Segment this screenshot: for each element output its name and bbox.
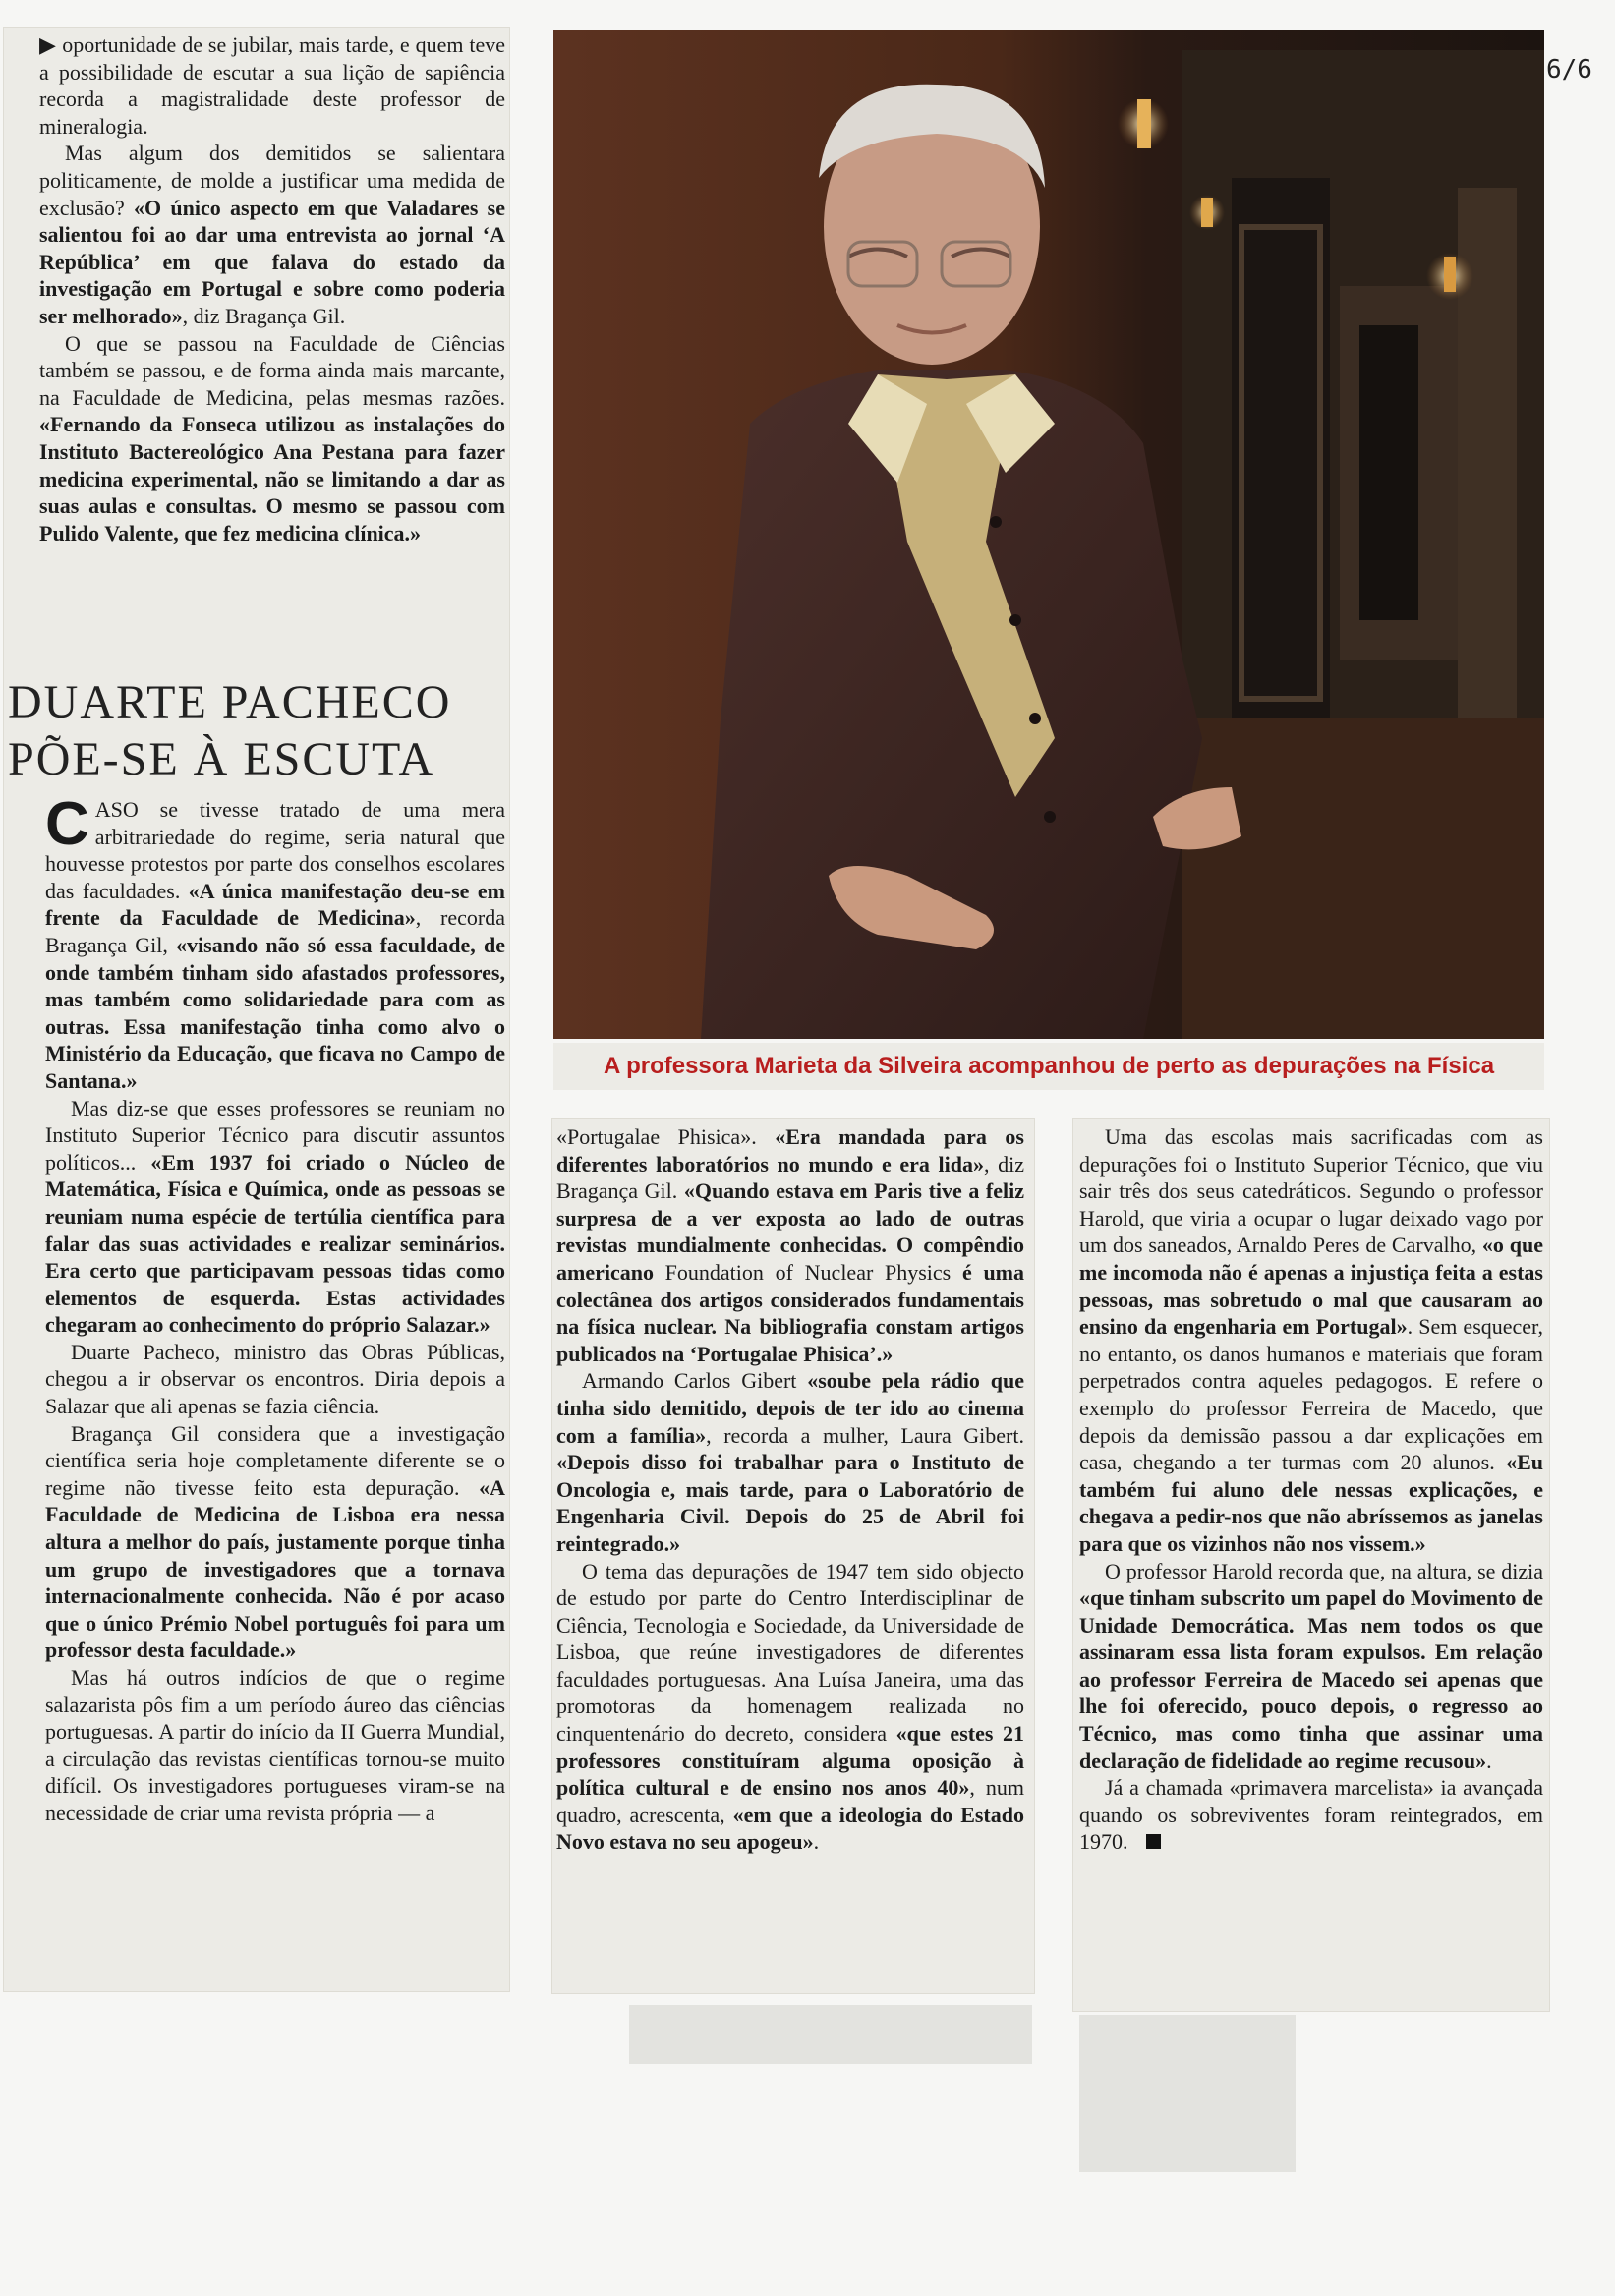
text-run: Mas diz-se que esses professores se reuniam no Instituto Superior Técnico para discutir assuntos políticos... bbox=[45, 1095, 505, 1175]
quote-run: «que tinham subscrito um papel do Movimento de Unidade Democrática. Mas nem todos os que assinaram essa lista foram expulsos. Em relação ao professor Ferreira de Macedo sei apenas que lhe foi oferecido, pouco depois, o regresso ao Técnico, mas como tinha que assinar uma declaração de fidelidade ao regime recusou» bbox=[1079, 1585, 1543, 1773]
paragraph bbox=[1079, 1558, 1543, 1775]
page-number: 6/6 bbox=[1546, 55, 1592, 85]
quote-run: «Depois disso foi trabalhar para o Instituto de Oncologia e, mais tarde, para o Laboratório de Engenharia Civil. Depois do 25 de Abril foi reintegrado.» bbox=[556, 1450, 1024, 1556]
end-of-article-mark bbox=[1146, 1834, 1161, 1849]
text-run: «Portugalae Phisica». bbox=[556, 1124, 776, 1149]
quote-run: «A única manifestação deu-se em frente da Faculdade de Medicina» bbox=[45, 878, 505, 931]
quote-run: «Em 1937 foi criado o Núcleo de Matemática, Física e Química, onde as pessoas se reuniam numa espécie de tertúlia científica para falar das suas actividades e realizar seminários. Era certo que participavam pessoas tidas como elementos de esquerda. Estas actividades chegaram ao conhecimento do próprio Salazar.» bbox=[45, 1149, 505, 1338]
text-run: , diz Bragança Gil. bbox=[182, 303, 346, 328]
text-run: Foundation of Nuclear Physics bbox=[653, 1259, 962, 1285]
paragraph bbox=[39, 140, 505, 329]
paragraph bbox=[556, 1123, 1024, 1367]
text-run: ASO se tivesse tratado de uma mera arbitrariedade do regime, seria natural que houvesse protestos por parte dos conselhos escolares das faculdades. bbox=[45, 797, 505, 903]
quote-run: «que estes 21 professores constituíram alguma oposição à política cultural e de ensino nos anos 40» bbox=[556, 1721, 1025, 1801]
text-run: Bragança Gil considera que a investigação científica seria hoje completamente diferente se o regime não tivesse feito esta depuração. bbox=[45, 1420, 505, 1500]
drop-cap: C bbox=[45, 790, 89, 858]
scan-shadow bbox=[629, 2005, 1032, 2064]
text-run: , recorda Bragança Gil, bbox=[45, 905, 505, 957]
paragraph bbox=[39, 31, 505, 140]
quote-run: «soube pela rádio que tinha sido demitido, depois de ter ido ao cinema com a família» bbox=[556, 1368, 1024, 1448]
text-run: , num quadro, acrescenta, bbox=[556, 1775, 1024, 1827]
quote-run: «Fernando da Fonseca utilizou as instalações do Instituto Bactereológico Ana Pestana para fazer medicina experimental, não se limitando a dar as suas aulas e consultas. O mesmo se passou com Pulido Valente, que fez medicina clínica.» bbox=[39, 412, 505, 545]
column-2 bbox=[556, 1123, 1024, 1856]
text-run: O tema das depurações de 1947 tem sido objecto de estudo por parte do Centro Interdisciplinar de Ciência, Tecnologia e Sociedade, da Universidade de Lisboa, que reúne investigadores de diferentes faculdades portuguesas. Ana Luísa Janeira, uma das promotoras da homenagem realizada no cinquentenário do decreto, considera bbox=[556, 1558, 1024, 1747]
scan-shadow bbox=[1079, 2015, 1296, 2172]
text-run: O que se passou na Faculdade de Ciências também se passou, e de forma ainda mais marcante, na Faculdade de Medicina, pelas mesmas razões. bbox=[39, 330, 505, 410]
text-run: . bbox=[813, 1829, 820, 1855]
paragraph bbox=[556, 1558, 1024, 1857]
paragraph: Mas há outros indícios de que o regime salazarista pôs fim a um período áureo das ciências portuguesas. A partir do início da II Guerra Mundial, a circulação das revistas científicas tornou-se muito difícil. Os investigadores portugueses viram-se na necessidade de criar uma revista própria — a bbox=[45, 1665, 505, 1825]
paragraph bbox=[1079, 1123, 1543, 1558]
paragraph bbox=[45, 1420, 505, 1664]
paragraph bbox=[1079, 1774, 1543, 1856]
quote-run: «Era mandada para os diferentes laboratórios no mundo e era lida» bbox=[556, 1124, 1024, 1177]
quote-run: «visando não só essa faculdade, de onde também tinham sido afastados professores, mas também como solidariedade para com as outras. Essa manifestação tinha como alvo o Ministério da Educação, que ficava no Campo de Santana.» bbox=[45, 932, 505, 1093]
quote-run: «A Faculdade de Medicina de Lisboa era nessa altura a melhor do país, justamente porque tinha um grupo de investigadores que a tornava internacionalmente conhecida. Não é por acaso que o único Prémio Nobel português foi para um professor desta faculdade.» bbox=[45, 1474, 505, 1663]
column-1-bottom bbox=[45, 790, 505, 1827]
continuation-marker: ▶ bbox=[39, 32, 63, 57]
paragraph bbox=[556, 1367, 1024, 1557]
paragraph bbox=[45, 1095, 505, 1339]
paragraph bbox=[45, 790, 505, 1095]
quote-run: «o que me incomoda não é apenas a injustiça feita a estas pessoas, mas sobretudo o mal que causaram ao ensino da engenharia em Portugal» bbox=[1079, 1233, 1543, 1340]
text-run: , diz Bragança Gil. bbox=[556, 1151, 1024, 1204]
quote-run: «em que a ideologia do Estado Novo estava no seu apogeu» bbox=[556, 1802, 1024, 1855]
text-run: Armando Carlos Gibert bbox=[582, 1368, 808, 1394]
text-run: O professor Harold recorda que, na altura, se dizia bbox=[1105, 1558, 1543, 1583]
column-1-top bbox=[39, 31, 505, 546]
quote-run: «Eu também fui aluno dele nessas explicações, e chegava a pedir-nos que não abríssemos as janelas para que os vizinhos não nos vissem.» bbox=[1079, 1450, 1543, 1556]
column-3 bbox=[1079, 1123, 1543, 1856]
section-headline: DUARTE PACHECO PÕE-SE À ESCUTA bbox=[8, 676, 452, 785]
quote-run: «Quando estava em Paris tive a feliz surpresa de a ver exposta ao lado de outras revistas mundialmente conhecidas. O compêndio americano bbox=[556, 1178, 1024, 1285]
portrait-illustration bbox=[553, 30, 1544, 1039]
text-run: , recorda a mulher, Laura Gibert. bbox=[706, 1422, 1024, 1448]
text-run: . Sem esquecer, no entanto, os danos humanos e materiais que foram perpetrados contra aqueles pedagogos. E refere o exemplo do professor Ferreira de Macedo, que depois da demissão passou a dar explicações em casa, chegando a ter turmas com 20 alunos. bbox=[1079, 1314, 1543, 1475]
text-run: Uma das escolas mais sacrificadas com as depurações foi o Instituto Superior Técnico, que viu sair três dos seus catedráticos. Segundo o professor Harold, que viria a ocupar o lugar deixado vago por um dos saneados, Arnaldo Peres de Carvalho, bbox=[1079, 1124, 1543, 1258]
paragraph bbox=[39, 330, 505, 547]
paragraph-text: oportunidade de se jubilar, mais tarde, e quem teve a possibilidade de escutar a sua lição de sapiência recorda a magistralidade deste professor de mineralogia. bbox=[39, 32, 505, 139]
quote-run: é uma colectânea dos artigos considerados fundamentais na física nuclear. Na bibliografia constam artigos publicados na ‘Portugalae Phisica’.» bbox=[556, 1259, 1025, 1366]
quote-run: «O único aspecto em que Valadares se salientou foi ao dar uma entrevista ao jornal ‘A República’ em que falava do estado da investigação em Portugal e sobre como poderia ser melhorado» bbox=[39, 195, 506, 328]
portrait-photo bbox=[553, 30, 1544, 1039]
paragraph: Duarte Pacheco, ministro das Obras Públicas, chegou a ir observar os encontros. Diria depois a Salazar que ali apenas se fazia ciência. bbox=[45, 1339, 505, 1419]
text-run: Já a chamada «primavera marcelista» ia avançada quando os sobreviventes foram reintegrados, em 1970. bbox=[1079, 1775, 1543, 1855]
text-run: . bbox=[1486, 1748, 1492, 1773]
text-run: Mas algum dos demitidos se salientara politicamente, de molde a justificar uma medida de exclusão? bbox=[39, 141, 505, 220]
photo-caption: A professora Marieta da Silveira acompanhou de perto as depurações na Física bbox=[553, 1043, 1544, 1090]
